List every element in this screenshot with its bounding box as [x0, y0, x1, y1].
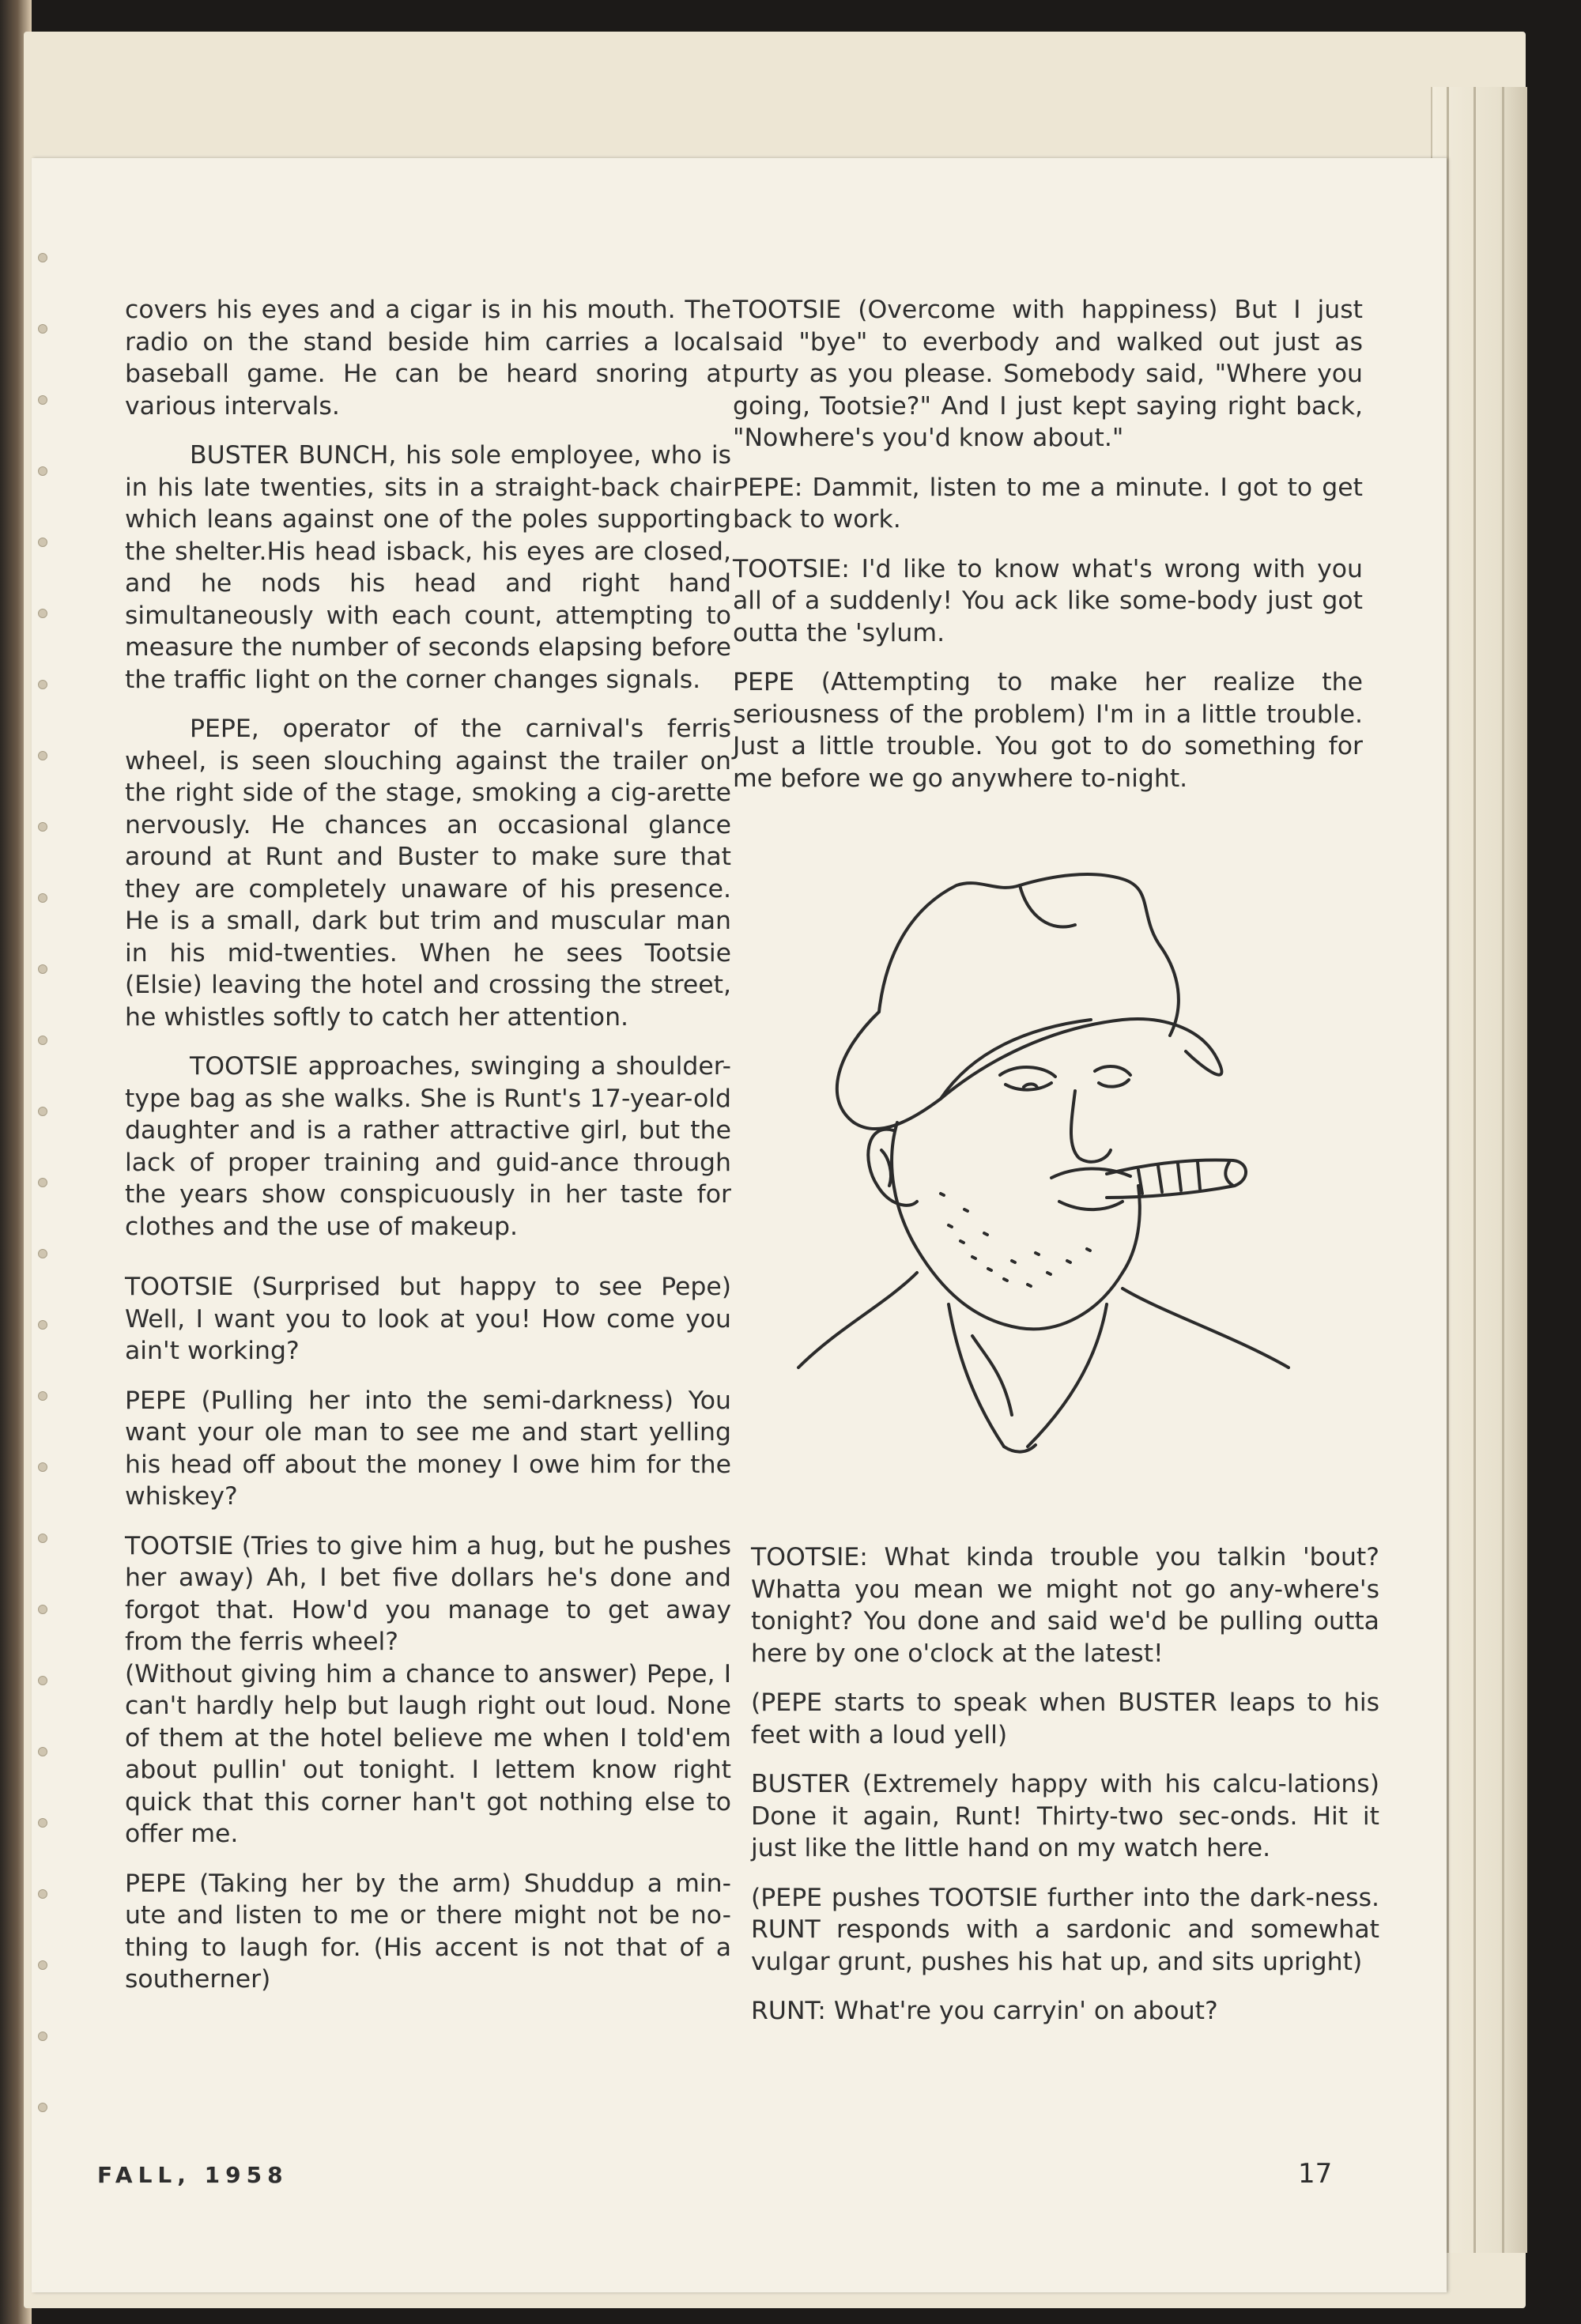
binding-holes — [38, 253, 47, 2150]
man-with-cigar-illustration — [790, 862, 1296, 1462]
paragraph: RUNT: What're you carryin' on about? — [751, 1997, 1218, 2025]
right-column-top — [733, 294, 1363, 812]
paragraph: TOOTSIE (Tries to give him a hug, but he pushes her away) Ah, I bet five dollars he's done and forgot that. How'd you manage to get away from the ferris wheel? — [125, 1531, 731, 1656]
paragraph: TOOTSIE: I'd like to know what's wrong with you all of a suddenly! You ack like some-body just got outta the 'sylum. — [733, 554, 1363, 647]
paragraph: PEPE (Attempting to make her realize the seriousness of the problem) I'm in a little trouble. Just a little trouble. You got to do something for me before we go anywhere to-night. — [733, 668, 1363, 793]
paragraph: PEPE (Taking her by the arm) Shuddup a min-ute and listen to me or there might not be no-thing to laugh for. (His accent is not that of a southerner) — [125, 1869, 731, 1994]
paragraph: TOOTSIE (Overcome with happiness) But I just said "bye" to everbody and walked out just as purty as you please. Somebody said, "Where you going, Tootsie?" And I just kept saying right back, "Nowhere's you'd know about." — [733, 296, 1363, 452]
paragraph: PEPE (Pulling her into the semi-darkness) You want your ole man to see me and start yelling his head off about the money I owe him for the whiskey? — [125, 1386, 731, 1511]
paragraph: PEPE: Dammit, listen to me a minute. I got to get back to work. — [733, 473, 1363, 534]
paragraph: (PEPE pushes TOOTSIE further into the dark-ness. RUNT responds with a sardonic and somewhat vulgar grunt, pushes his hat up, and sits upright) — [751, 1883, 1379, 1976]
magazine-page — [32, 158, 1447, 2292]
paragraph: TOOTSIE approaches, swinging a shoulder-type bag as she walks. She is Runt's 17-year-old daughter and is a rather attractive girl, but the lack of proper training and guid-ance through the years show conspicuously in her taste for clothes and the use of makeup. — [125, 1052, 731, 1241]
paragraph: (PEPE starts to speak when BUSTER leaps to his feet with a loud yell) — [751, 1688, 1379, 1749]
paragraph: covers his eyes and a cigar is in his mouth. The radio on the stand beside him carries a local baseball game. He can be heard snoring at various intervals. — [125, 296, 731, 421]
right-column-bottom — [751, 1541, 1379, 2045]
paragraph: BUSTER BUNCH, his sole employee, who is in his late twenties, sits in a straight-back chair which leans against one of the poles supporting the shelter.His head isback, his eyes are closed, and he nods his head and right hand simultaneously with each count, attempting to measure the number of seconds elapsing before the traffic light on the corner changes signals. — [125, 441, 731, 694]
issue-date: FALL, 1958 — [97, 2162, 289, 2188]
paragraph: TOOTSIE (Surprised but happy to see Pepe) Well, I want you to look at you! How come you ain't working? — [125, 1273, 731, 1365]
page-number: 17 — [1298, 2158, 1333, 2190]
paragraph: TOOTSIE: What kinda trouble you talkin 'bout? Whatta you mean we might not go any-where's tonight? You done and said we'd be pulling outta here by one o'clock at the latest! — [751, 1543, 1379, 1668]
paragraph: BUSTER (Extremely happy with his calcu-lations) Done it again, Runt! Thirty-two sec-onds. Hit it just like the little hand on my watch here. — [751, 1770, 1379, 1862]
left-column — [125, 294, 731, 2013]
paragraph: PEPE, operator of the carnival's ferris wheel, is seen slouching against the trailer on the right side of the stage, smoking a cig-arette nervously. He chances an occasional glance around at Runt and Buster to make sure that they are completely unaware of his presence. He is a small, dark but trim and muscular man in his mid-twenties. When he sees Tootsie (Elsie) leaving the hotel and crossing the street, he whistles softly to catch her attention. — [125, 715, 731, 1032]
paragraph: (Without giving him a chance to answer) Pepe, I can't hardly help but laugh right out loud. None of them at the hotel believe me when I told'em about pullin' out tonight. I lettem know right quick that this corner han't got nothing else to offer me. — [125, 1659, 731, 1848]
